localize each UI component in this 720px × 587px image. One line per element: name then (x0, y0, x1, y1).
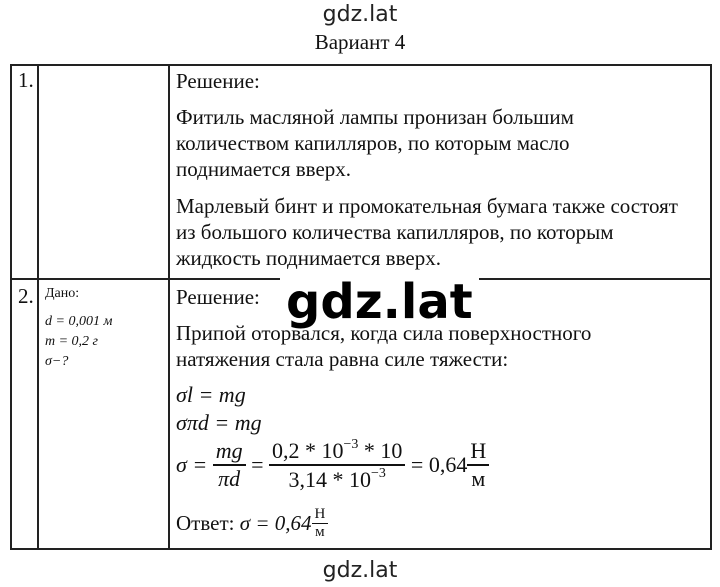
text-line: Фитиль масляной лампы пронизан большим (176, 105, 574, 129)
text-line: Припой оторвался, когда сила поверхностного (176, 321, 592, 345)
answer-unit-fraction (312, 506, 329, 541)
table-border-top (10, 64, 712, 66)
table-border-right (710, 64, 712, 550)
table-col-divider-1 (37, 64, 39, 550)
watermark-middle: gdz.lat (280, 278, 479, 326)
num-part: 0,2 * 10 (272, 438, 344, 463)
text-line: поднимается вверх. (176, 157, 352, 181)
watermark-top: gdz.lat (322, 2, 398, 27)
given-item: σ−? (45, 354, 69, 369)
text-line: жидкость поднимается вверх. (176, 246, 441, 270)
num-part: * 10 (358, 438, 403, 463)
given-label: Дано: (45, 286, 80, 301)
result-value: = 0,64 (410, 452, 468, 477)
table-border-bottom (10, 548, 712, 550)
table-col-divider-2 (168, 64, 170, 550)
solution-label: Решение: (176, 69, 260, 93)
paragraph (176, 104, 706, 182)
fraction-numerator: mg (213, 438, 246, 466)
eq3-lhs: σ = (176, 452, 208, 477)
text-line: из большого количества капилляров, по которым (176, 220, 614, 244)
row-number: 2. (18, 284, 34, 308)
unit-numerator: Н (467, 438, 489, 466)
table-border-left (10, 64, 12, 550)
paragraph (176, 320, 706, 372)
exponent: −3 (371, 466, 386, 481)
given-block (45, 284, 112, 372)
equation-1: σl = mg (176, 382, 246, 407)
given-item: m = 0,2 г (45, 334, 99, 349)
row-number: 1. (18, 68, 34, 92)
den-part: 3,14 * 10 (288, 467, 372, 492)
equals-sign: = (251, 452, 264, 477)
unit-numerator: Н (312, 506, 329, 524)
equation-3 (176, 437, 489, 493)
fraction-mg-pid (213, 438, 246, 492)
answer-line (176, 506, 328, 541)
fraction-denominator (269, 466, 405, 493)
variant-title: Вариант 4 (314, 30, 406, 54)
equation-2: σπd = mg (176, 410, 262, 435)
solution-label: Решение: (176, 285, 260, 309)
fraction-numeric (269, 437, 405, 493)
unit-denominator: м (471, 466, 486, 491)
text-line: количеством капилляров, по которым масло (176, 131, 570, 155)
unit-denominator: м (315, 524, 325, 540)
answer-label: Ответ: (176, 511, 240, 535)
given-item: d = 0,001 м (45, 314, 113, 329)
fraction-numerator (269, 437, 405, 466)
answer-expression: σ = 0,64 (239, 511, 312, 535)
text-line: Марлевый бинт и промокательная бумага также состоят (176, 194, 678, 218)
text-line: натяжения стала равна силе тяжести: (176, 347, 509, 371)
exponent: −3 (343, 437, 359, 452)
unit-fraction (467, 438, 489, 492)
fraction-denominator: πd (218, 466, 241, 491)
paragraph (176, 193, 706, 271)
watermark-bottom: gdz.lat (322, 558, 398, 583)
